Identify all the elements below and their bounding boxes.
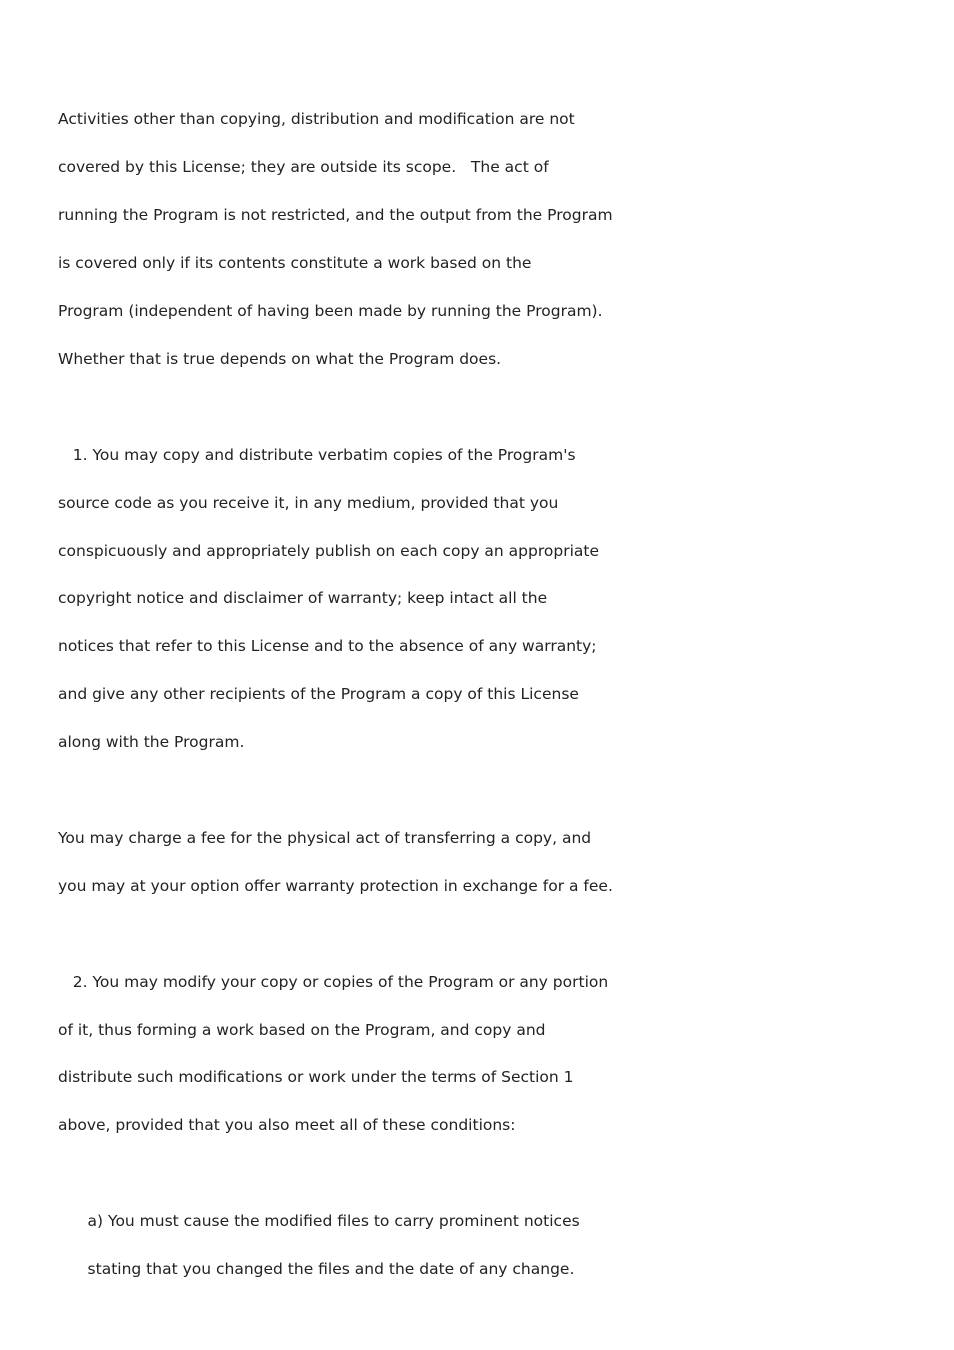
text-line: and give any other recipients of the Program a copy of this License [58,685,579,703]
text-line: Whether that is true depends on what the Program does. [58,350,502,368]
text-line: covered by this License; they are outside its scope. The act of [58,158,549,176]
text-line: you may at your option offer warranty protection in exchange for a fee. [58,877,613,895]
text-line: distribute such modifications or work under the terms of Section 1 [58,1068,574,1086]
text-line: 2. You may modify your copy or copies of the Program or any portion [58,973,609,991]
text-line: source code as you receive it, in any medium, provided that you [58,494,559,512]
text-line: above, provided that you also meet all of these conditions: [58,1116,516,1134]
text-line: You may charge a fee for the physical act of transferring a copy, and [58,829,592,847]
text-line: Activities other than copying, distribution and modification are not [58,110,575,128]
text-line: conspicuously and appropriately publish on each copy an appropriate [58,542,599,560]
text-line: stating that you changed the files and the date of any change. [58,1260,575,1278]
text-line: notices that refer to this License and to the absence of any warranty; [58,637,597,655]
text-line: a) You must cause the modified files to carry prominent notices [58,1212,580,1230]
text-line: is covered only if its contents constitute a work based on the [58,254,532,272]
text-line: Program (independent of having been made by running the Program). [58,302,603,320]
text-line: copyright notice and disclaimer of warranty; keep intact all the [58,589,548,607]
text-line: of it, thus forming a work based on the Program, and copy and [58,1021,546,1039]
text-line: running the Program is not restricted, and the output from the Program [58,206,613,224]
text-line: along with the Program. [58,733,245,751]
text-line: 1. You may copy and distribute verbatim copies of the Program's [58,446,576,464]
